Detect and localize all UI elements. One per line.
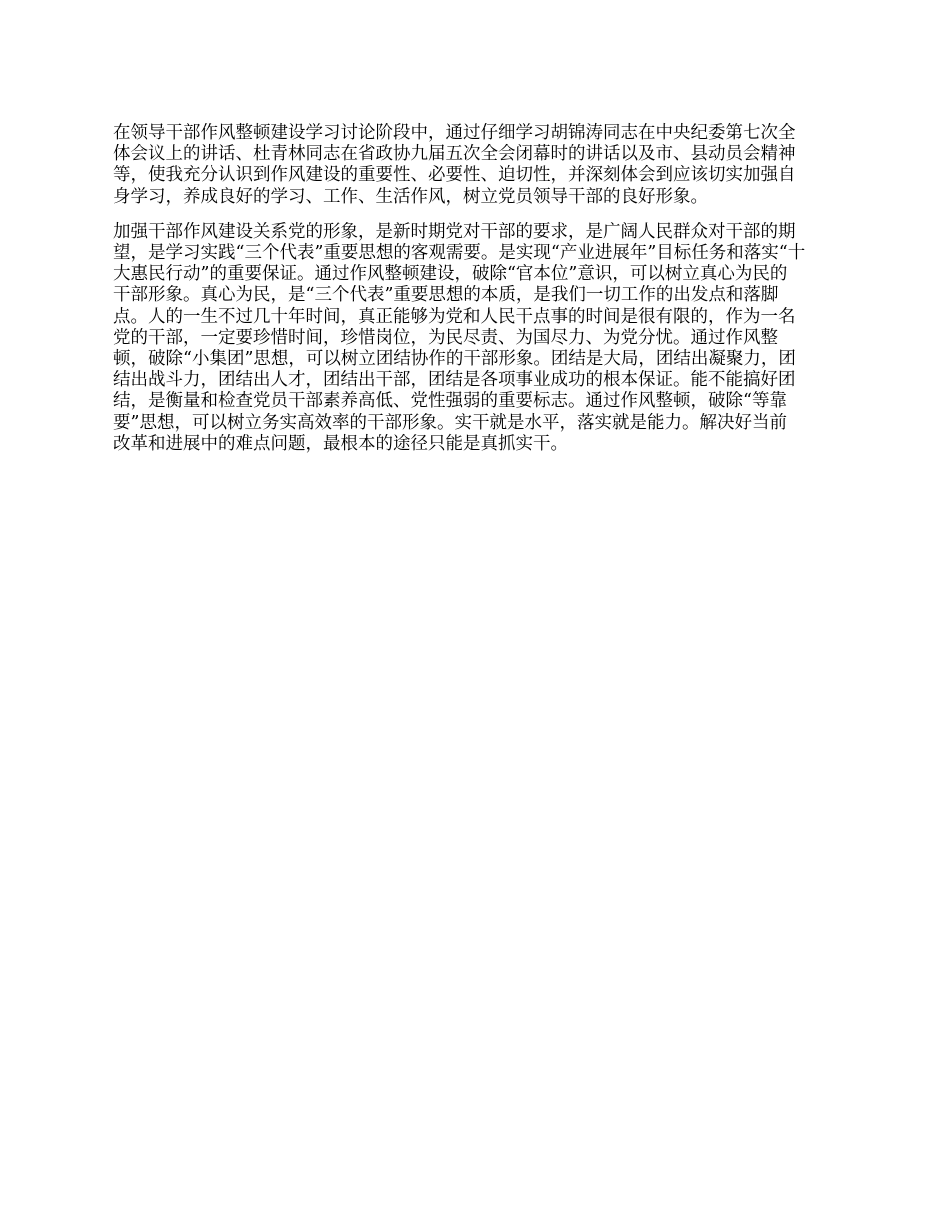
text-line: 等，使我充分认识到作风建设的重要性、必要性、迫切性，并深刻体会到应该切实加强自 — [113, 165, 796, 186]
text-line: 顿，破除“小集团”思想，可以树立团结协作的干部形象。团结是大局，团结出凝聚力，团 — [113, 349, 796, 370]
text-line: 点。人的一生不过几十年时间，真正能够为党和人民干点事的时间是很有限的，作为一名 — [113, 306, 796, 327]
text-line: 要”思想，可以树立务实高效率的干部形象。实干就是水平，落实就是能力。解决好当前 — [113, 412, 787, 433]
text-line: 身学习，养成良好的学习、工作、生活作风，树立党员领导干部的良好形象。 — [113, 186, 708, 207]
text-line: 体会议上的讲话、杜青林同志在省政协九届五次全会闭幕时的讲话以及市、县动员会精神 — [113, 144, 796, 165]
text-line: 在领导干部作风整顿建设学习讨论阶段中，通过仔细学习胡锦涛同志在中央纪委第七次全 — [113, 123, 796, 143]
text-line: 干部形象。真心为民，是“三个代表”重要思想的本质，是我们一切工作的出发点和落脚 — [113, 285, 779, 306]
paragraph-2 — [113, 222, 841, 455]
paragraph-1 — [113, 123, 841, 208]
document-body — [113, 123, 841, 469]
text-line: 大惠民行动”的重要保证。通过作风整顿建设，破除“官本位”意识，可以树立真心为民的 — [113, 264, 788, 285]
text-line: 改革和进展中的难点问题，最根本的途径只能是真抓实干。 — [113, 433, 568, 454]
text-line: 党的干部，一定要珍惜时间，珍惜岗位，为民尽责、为国尽力、为党分忧。通过作风整 — [113, 327, 778, 348]
text-line: 望，是学习实践“三个代表”重要思想的客观需要。是实现“产业进展年”目标任务和落实“十 — [113, 243, 806, 264]
text-line: 结，是衡量和检查党员干部素养高低、党性强弱的重要标志。通过作风整顿，破除“等靠 — [113, 391, 787, 412]
text-line: 加强干部作风建设关系党的形象，是新时期党对干部的要求，是广阔人民群众对干部的期 — [113, 221, 796, 242]
text-line: 结出战斗力，团结出人才，团结出干部，团结是各项事业成功的根本保证。能不能搞好团 — [113, 370, 796, 391]
